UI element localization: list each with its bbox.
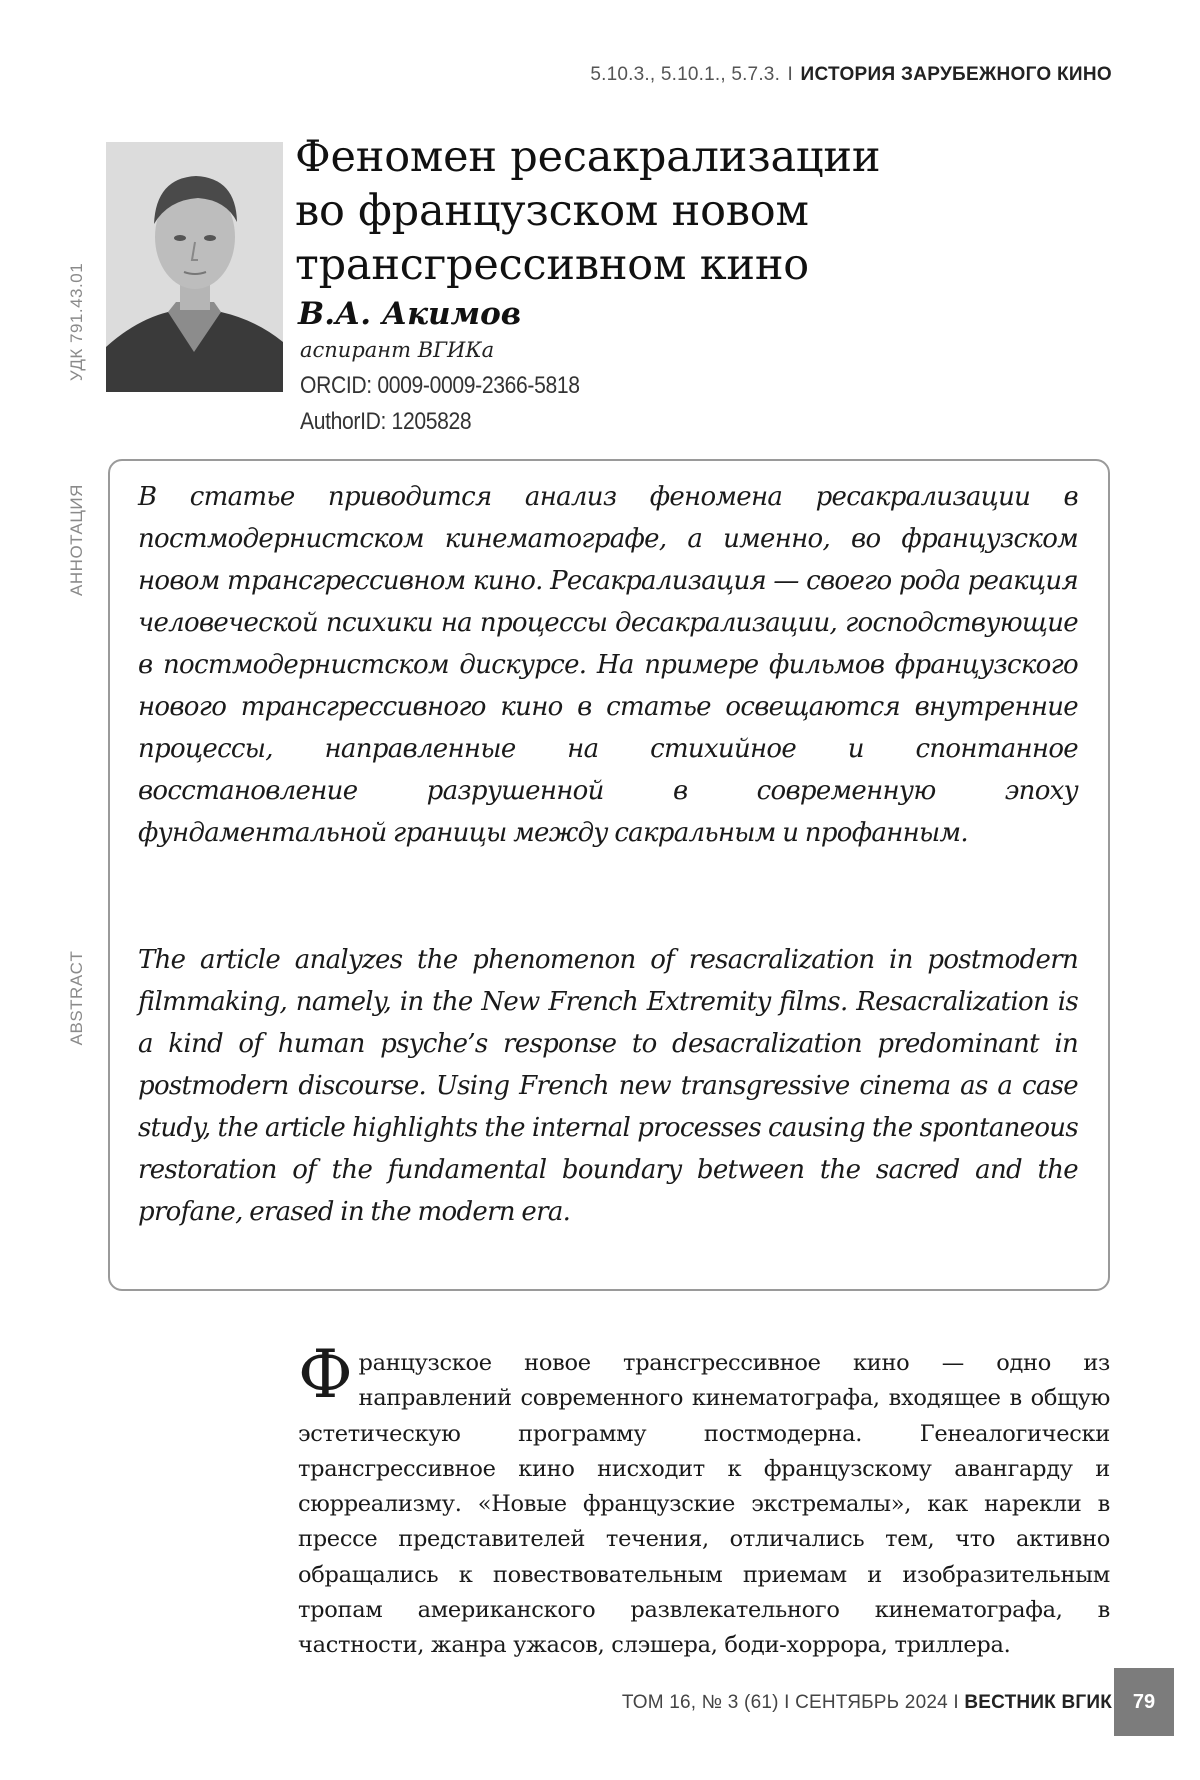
author-photo bbox=[106, 142, 283, 392]
abstract-text: The article analyzes the phenomenon of resacralization in postmodern filmmaking, namely, in the New French Extremity films. Resacralization is a kind of human psyche’s response to desacralization predominant in postmodern discourse. Using French new transgressive cinema as a case study, the article highlights the internal processes causing the spontaneous restoration of the fundamental boundary between the sacred and the profane, erased in the modern era. bbox=[138, 945, 1078, 1227]
author-portrait-icon bbox=[106, 142, 283, 392]
header-codes: 5.10.3., 5.10.1., 5.7.3. bbox=[590, 64, 781, 85]
drop-cap: Ф bbox=[298, 1336, 353, 1413]
header-separator: I bbox=[787, 64, 794, 85]
running-header bbox=[590, 64, 1112, 86]
orcid: ORCID: 0009-0009-2366-5818 bbox=[300, 372, 580, 399]
header-section: ИСТОРИЯ ЗАРУБЕЖНОГО КИНО bbox=[800, 64, 1112, 85]
udk-label: УДК 791.43.01 bbox=[67, 262, 86, 382]
author-affiliation: аспирант ВГИКа bbox=[300, 338, 495, 362]
footer-issue: ТОМ 16, № 3 (61) bbox=[621, 1692, 779, 1713]
journal-name: ВЕСТНИК ВГИК bbox=[964, 1692, 1112, 1713]
running-footer bbox=[622, 1692, 1112, 1714]
author-id: AuthorID: 1205828 bbox=[300, 408, 472, 435]
annotation-text: В статье приводится анализ феномена ресакрализации в постмодернистском кинематографе, а именно, во французском новом трансгрессивном кино. Ресакрализация — своего рода реакция человеческой психики на процессы десакрализации, господствующие в постмодернистском дискурсе. На примере фильмов французского нового трансгрессивного кино в статье освещаются внутренние процессы, направленные на стихийное и спонтанное восстановление разрушенной в современную эпоху фундаментальной границы между сакральным и профанным. bbox=[138, 482, 1078, 848]
title-line: во французском новом bbox=[295, 186, 809, 236]
abstract-label: ABSTRACT bbox=[67, 950, 86, 1046]
footer-separator: I bbox=[953, 1692, 959, 1713]
footer-separator: I bbox=[784, 1692, 790, 1713]
author-name: В.А. Акимов bbox=[298, 296, 522, 332]
annotation-label: АННОТАЦИЯ bbox=[67, 484, 86, 596]
page-number: 79 bbox=[1114, 1668, 1174, 1736]
title-line: Феномен ресакрализации bbox=[295, 132, 881, 182]
footer-date: СЕНТЯБРЬ 2024 bbox=[795, 1692, 948, 1713]
body-text: ранцузское новое трансгрессивное кино — одно из направлений современного кинематографа, входящее в общую эстетическую программу постмодерна. Генеалогически трансгрессивное кино нисходит к французскому авангарду и сюрреализму. «Новые французские экстремалы», как нарекли в прессе представителей течения, отличались тем, что активно обращались к повествовательным приемам и изобразительным тропам американского развлекательного кинематографа, в частности, жанра ужасов, слэшера, боди-хоррора, триллера. bbox=[298, 1350, 1110, 1659]
body-paragraph bbox=[298, 1336, 1110, 1664]
title-line: трансгрессивном кино bbox=[295, 240, 809, 290]
article-title bbox=[295, 130, 1095, 292]
